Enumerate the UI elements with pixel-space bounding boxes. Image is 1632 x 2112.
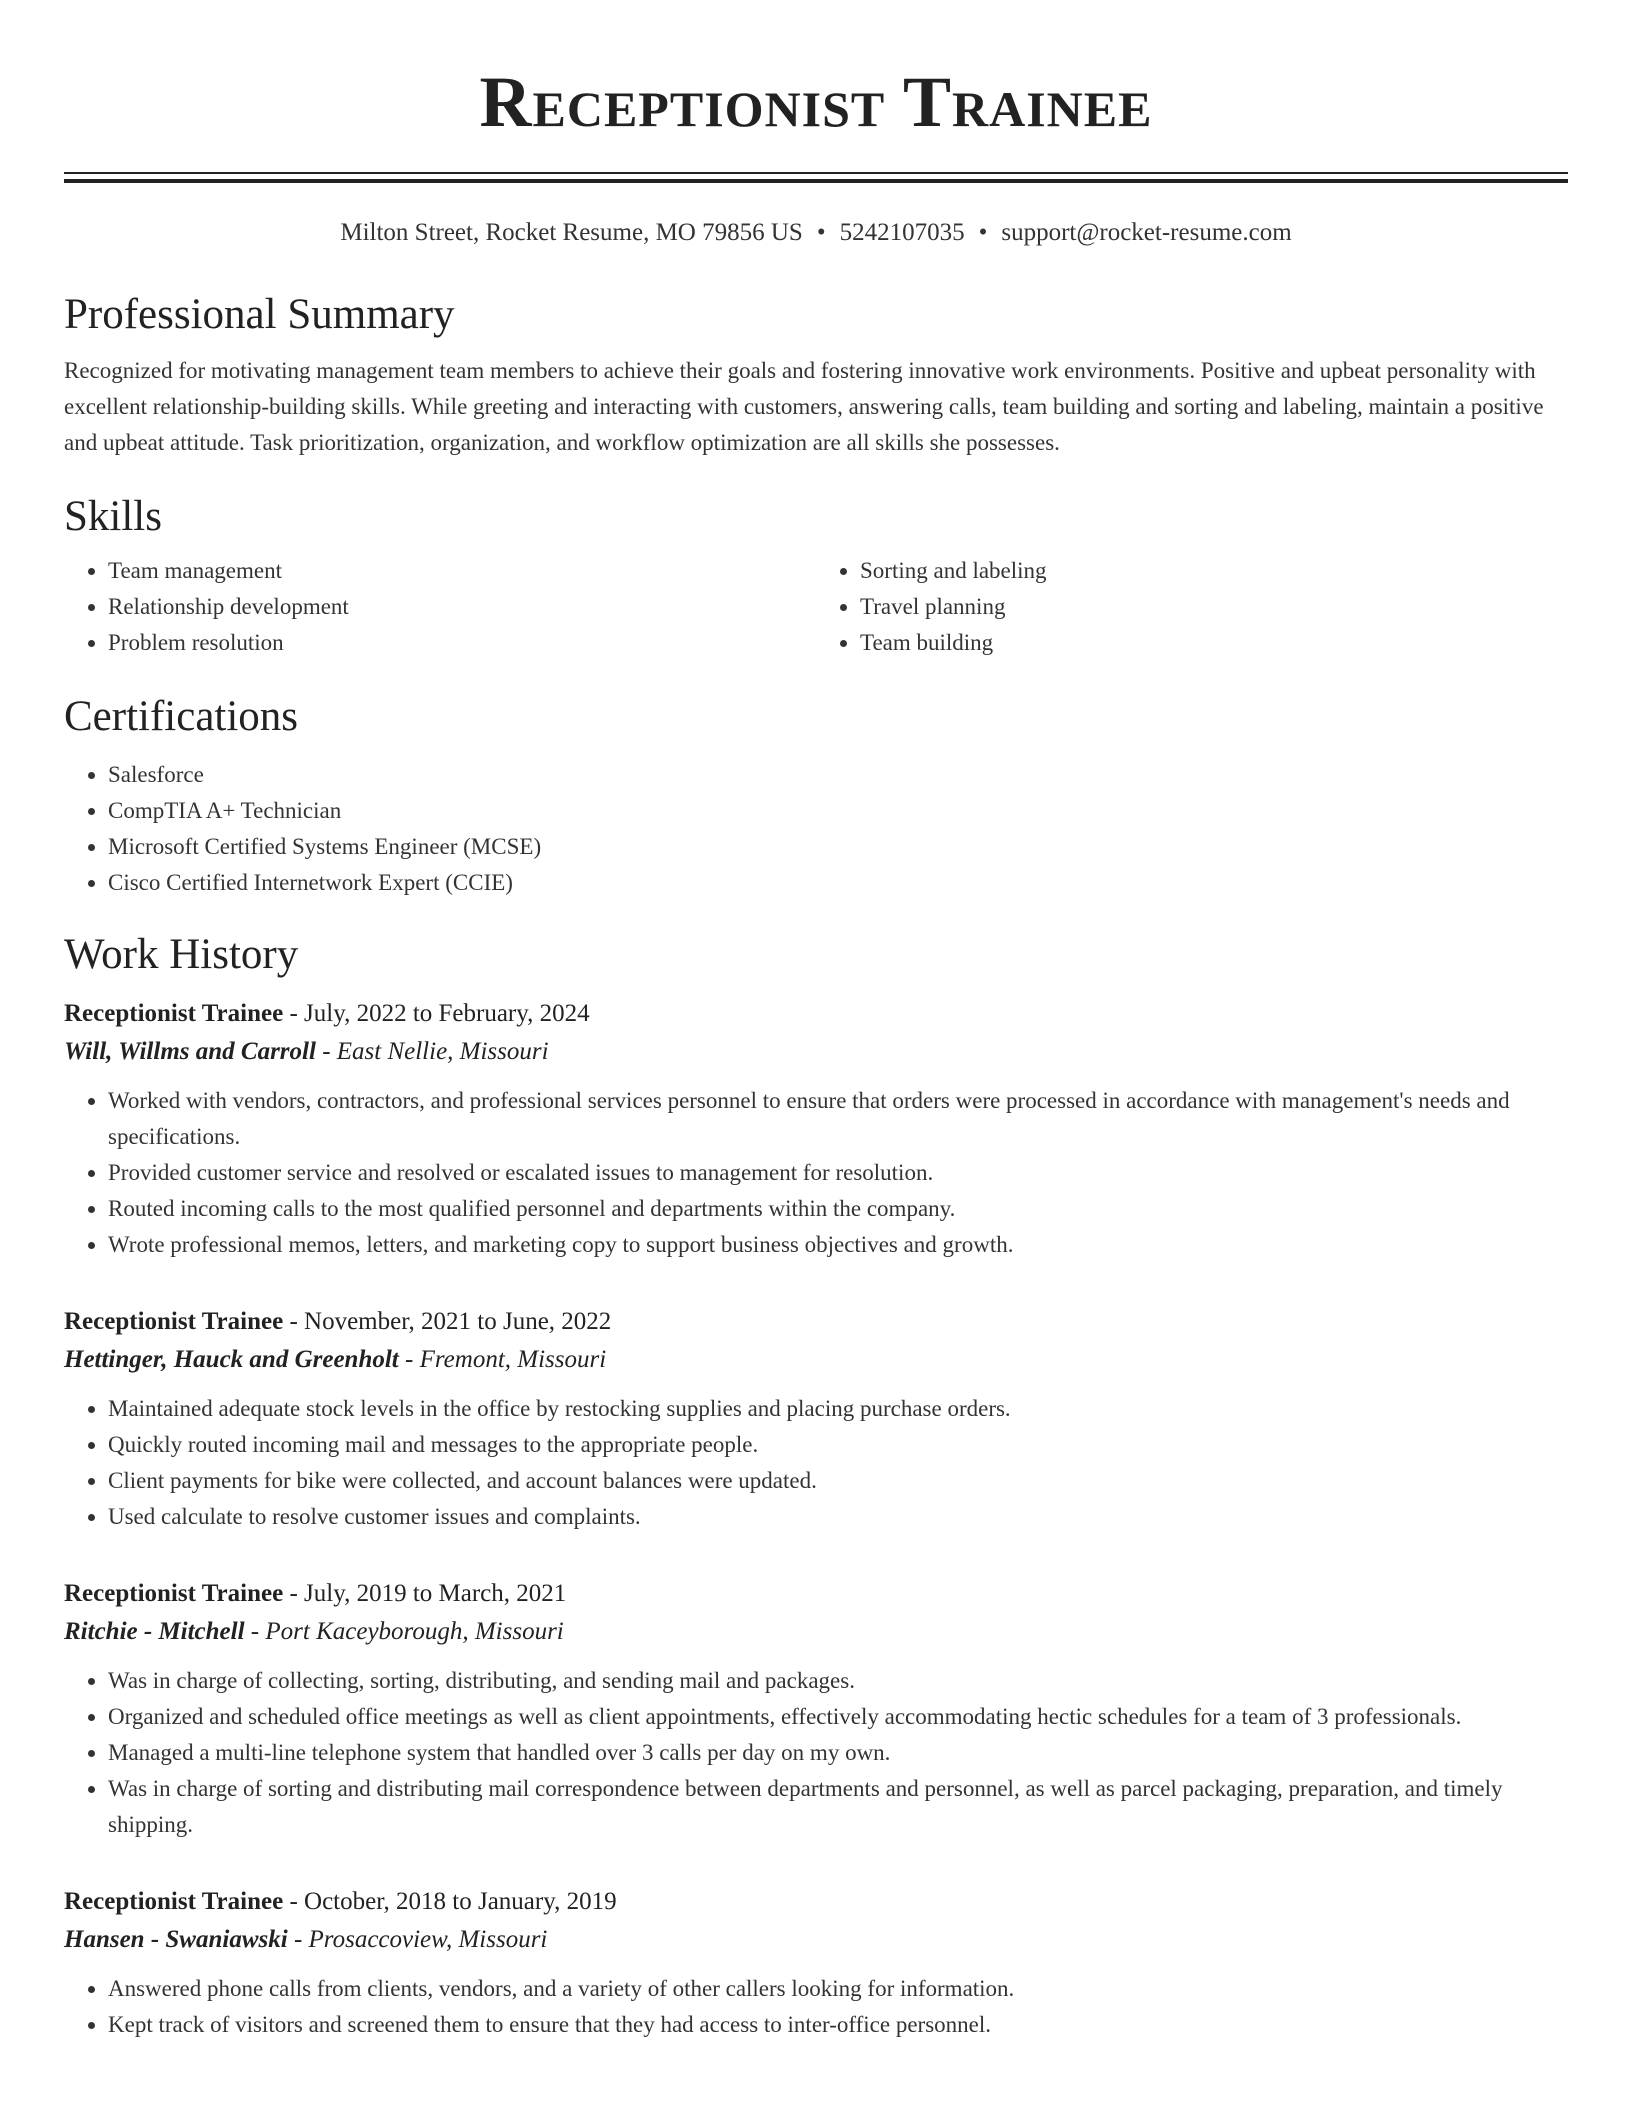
duty-item: • Quickly routed incoming mail and messages to the appropriate people. (108, 1427, 1568, 1463)
job-title: Receptionist Trainee (64, 1888, 284, 1915)
job-title-line: Receptionist Trainee - November, 2021 to June, 2022 (64, 1308, 612, 1335)
duty-item: • Kept track of visitors and screened them to ensure that they had access to inter-office personnel. (108, 2007, 1568, 2043)
job-dates: October, 2018 to January, 2019 (304, 1888, 617, 1915)
duty-item: • Routed incoming calls to the most qualified personnel and departments within the company. (108, 1191, 1568, 1227)
job-entry (64, 1883, 1568, 2043)
duty-item: • Used calculate to resolve customer issues and complaints. (108, 1499, 1568, 1535)
certifications-list (64, 757, 1568, 901)
skills-columns (64, 553, 1568, 661)
skills-list-right (816, 553, 1568, 661)
resume-title: Receptionist Trainee (479, 62, 1153, 142)
contact-separator: • (978, 219, 988, 246)
certification-item: • Salesforce (108, 757, 1568, 793)
job-company-line: Hansen - Swaniawski - Prosaccoview, Missouri (64, 1926, 548, 1953)
job-company: Ritchie - Mitchell (64, 1618, 245, 1645)
duty-item: • Maintained adequate stock levels in the office by restocking supplies and placing purchase orders. (108, 1391, 1568, 1427)
certification-item: • CompTIA A+ Technician (108, 793, 1568, 829)
contact-address: Milton Street, Rocket Resume, MO 79856 US (340, 219, 803, 246)
job-duties (64, 1391, 1568, 1535)
skills-list-left (64, 553, 816, 661)
job-company-line: Hettinger, Hauck and Greenholt - Fremont, Missouri (64, 1346, 607, 1373)
duty-item: • Answered phone calls from clients, vendors, and a variety of other callers looking for information. (108, 1971, 1568, 2007)
certification-item: • Microsoft Certified Systems Engineer (MCSE) (108, 829, 1568, 865)
certification-item: • Cisco Certified Internetwork Expert (CCIE) (108, 865, 1568, 901)
contact-separator: • (816, 219, 826, 246)
skill-item: • Relationship development (108, 589, 816, 625)
duty-item: • Managed a multi-line telephone system that handled over 3 calls per day on my own. (108, 1735, 1568, 1771)
job-title: Receptionist Trainee (64, 1000, 284, 1027)
job-location: Fremont, Missouri (419, 1346, 607, 1373)
job-company-line: Ritchie - Mitchell - Port Kaceyborough, Missouri (64, 1618, 564, 1645)
skill-item: • Problem resolution (108, 625, 816, 661)
skill-item: • Team management (108, 553, 816, 589)
job-company: Hansen - Swaniawski (64, 1926, 288, 1953)
job-dates: July, 2019 to March, 2021 (304, 1580, 567, 1607)
duty-item: • Client payments for bike were collected, and account balances were updated. (108, 1463, 1568, 1499)
job-dates: November, 2021 to June, 2022 (304, 1308, 612, 1335)
job-location: Port Kaceyborough, Missouri (265, 1618, 564, 1645)
contact-email: support@rocket-resume.com (1001, 219, 1292, 246)
duty-item: • Wrote professional memos, letters, and marketing copy to support business objectives and growth. (108, 1227, 1568, 1263)
certifications-heading: Certifications (64, 693, 299, 740)
duty-item: • Worked with vendors, contractors, and professional services personnel to ensure that orders were processed in accordance with management's needs and specifications. (108, 1083, 1568, 1155)
job-entry (64, 1303, 1568, 1535)
job-location: Prosaccoview, Missouri (308, 1926, 548, 1953)
job-title: Receptionist Trainee (64, 1308, 284, 1335)
title-divider (64, 172, 1568, 183)
job-dates: July, 2022 to February, 2024 (304, 1000, 590, 1027)
job-company: Hettinger, Hauck and Greenholt (64, 1346, 399, 1373)
job-company-line: Will, Willms and Carroll - East Nellie, Missouri (64, 1038, 549, 1065)
contact-phone: 5242107035 (839, 219, 965, 246)
job-title: Receptionist Trainee (64, 1580, 284, 1607)
job-duties (64, 1663, 1568, 1843)
skills-heading: Skills (64, 493, 162, 540)
duty-item: • Was in charge of sorting and distributing mail correspondence between departments and personnel, as well as parcel packaging, preparation, and timely shipping. (108, 1771, 1568, 1843)
job-title-line: Receptionist Trainee - July, 2019 to March, 2021 (64, 1580, 567, 1607)
duty-item: • Organized and scheduled office meetings as well as client appointments, effectively accommodating hectic schedules for a team of 3 professionals. (108, 1699, 1568, 1735)
summary-heading: Professional Summary (64, 291, 455, 338)
skill-item: • Team building (860, 625, 1568, 661)
job-title-line: Receptionist Trainee - July, 2022 to February, 2024 (64, 1000, 590, 1027)
skill-item: • Sorting and labeling (860, 553, 1568, 589)
job-title-line: Receptionist Trainee - October, 2018 to January, 2019 (64, 1888, 617, 1915)
job-location: East Nellie, Missouri (336, 1038, 549, 1065)
duty-item: • Was in charge of collecting, sorting, distributing, and sending mail and packages. (108, 1663, 1568, 1699)
job-duties (64, 1971, 1568, 2043)
job-entry (64, 1575, 1568, 1843)
contact-line (64, 217, 1568, 249)
summary-text: Recognized for motivating management team members to achieve their goals and fostering innovative work environments. Positive and upbeat personality with excellent relationship-building skills. While greeting and interacting with customers, answering calls, team building and sorting and labeling, maintain a positive and upbeat attitude. Task prioritization, organization, and workflow optimization are all skills she possesses. (64, 358, 1544, 455)
job-duties (64, 1083, 1568, 1263)
job-company: Will, Willms and Carroll (64, 1038, 316, 1065)
job-entry (64, 995, 1568, 1263)
work-history-heading: Work History (64, 931, 299, 978)
duty-item: • Provided customer service and resolved or escalated issues to management for resolution. (108, 1155, 1568, 1191)
skill-item: • Travel planning (860, 589, 1568, 625)
